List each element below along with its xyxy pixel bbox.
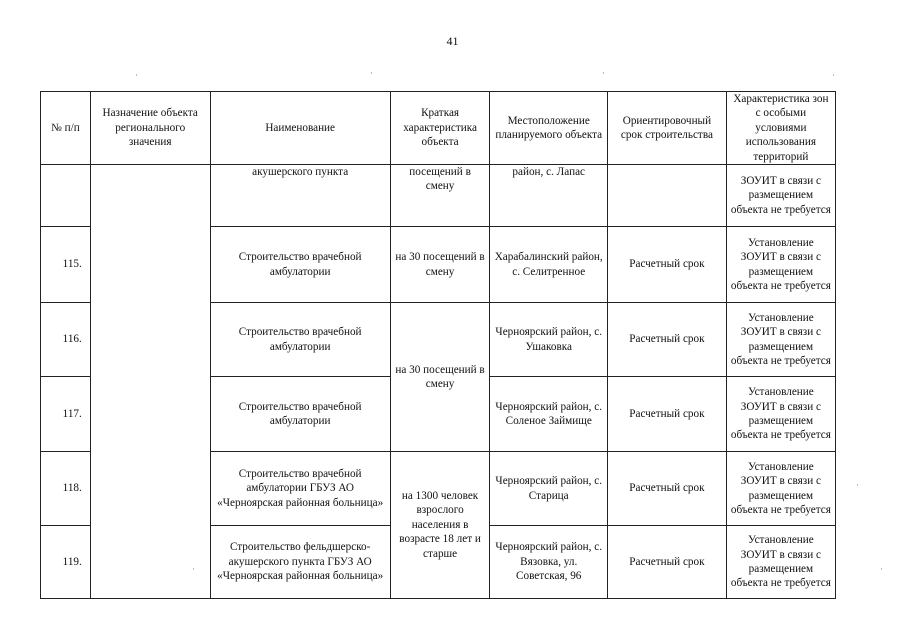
zones-note: Установление ЗОУИТ в связи с размещением объекта не требуется	[726, 377, 835, 452]
zones-note: Установление ЗОУИТ в связи с размещением объекта не требуется	[726, 303, 835, 377]
scan-speck: ·	[602, 68, 605, 78]
object-location: Черноярский район, с. Соленое Займище	[490, 377, 608, 452]
object-location: Черноярский район, с. Ушаковка	[490, 303, 608, 377]
header-characteristic: Краткая характеристика объекта	[390, 92, 490, 165]
construction-term: Расчетный срок	[608, 526, 727, 599]
object-name: акушерского пункта	[210, 165, 390, 227]
header-location: Местоположение планируемого объекта	[490, 92, 608, 165]
object-name: Строительство врачебной амбулатории	[210, 377, 390, 452]
object-location: Черноярский район, с. Старица	[490, 452, 608, 526]
construction-term: Расчетный срок	[608, 377, 727, 452]
scan-speck: ·	[135, 70, 138, 80]
construction-term	[608, 165, 727, 227]
header-purpose: Назначение объекта регионального значения	[90, 92, 210, 165]
row-number: 117.	[41, 377, 91, 452]
row-number: 115.	[41, 227, 91, 303]
object-characteristic: на 30 посещений в смену	[390, 303, 490, 452]
object-location: Черноярский район, с. Вязовка, ул. Советская, 96	[490, 526, 608, 599]
object-name: Строительство врачебной амбулатории ГБУЗ АО «Черноярская районная больница»	[210, 452, 390, 526]
page-number: 41	[446, 34, 459, 48]
header-term: Ориентировочный срок строительства	[608, 92, 727, 165]
object-characteristic: на 1300 человек взрослого населения в возрасте 18 лет и старше	[390, 452, 490, 599]
zones-note: Установление ЗОУИТ в связи с размещением объекта не требуется	[726, 452, 835, 526]
zones-note: Установление ЗОУИТ в связи с размещением объекта не требуется	[726, 526, 835, 599]
object-name: Строительство врачебной амбулатории	[210, 303, 390, 377]
zones-note: ЗОУИТ в связи с размещением объекта не требуется	[726, 165, 835, 227]
scan-speck: ·	[192, 564, 195, 574]
scan-speck: ·	[856, 480, 859, 490]
object-location: Харабалинский район, с. Селитренное	[490, 227, 608, 303]
construction-term: Расчетный срок	[608, 227, 727, 303]
header-name: Наименование	[210, 92, 390, 165]
table-row	[41, 165, 836, 227]
zones-note: Установление ЗОУИТ в связи с размещением объекта не требуется	[726, 227, 835, 303]
table-header-row	[41, 92, 836, 165]
construction-term: Расчетный срок	[608, 303, 727, 377]
row-number: 116.	[41, 303, 91, 377]
scan-speck: ·	[832, 70, 835, 80]
header-num: № п/п	[41, 92, 91, 165]
row-number	[41, 165, 91, 227]
object-location: район, с. Лапас	[490, 165, 608, 227]
scan-speck: ·	[370, 68, 373, 78]
row-number: 118.	[41, 452, 91, 526]
object-characteristic: на 30 посещений в смену	[390, 227, 490, 303]
object-name: Строительство врачебной амбулатории	[210, 227, 390, 303]
row-number: 119.	[41, 526, 91, 599]
purpose-cell	[90, 165, 210, 599]
scan-speck: ·	[880, 564, 883, 574]
header-zones: Характеристика зон с особыми условиями использования территорий	[726, 92, 835, 165]
construction-term: Расчетный срок	[608, 452, 727, 526]
object-characteristic: посещений в смену	[390, 165, 490, 227]
regional-objects-table	[40, 91, 836, 599]
object-name: Строительство фельдшерско-акушерского пункта ГБУЗ АО «Черноярская районная больница»	[210, 526, 390, 599]
